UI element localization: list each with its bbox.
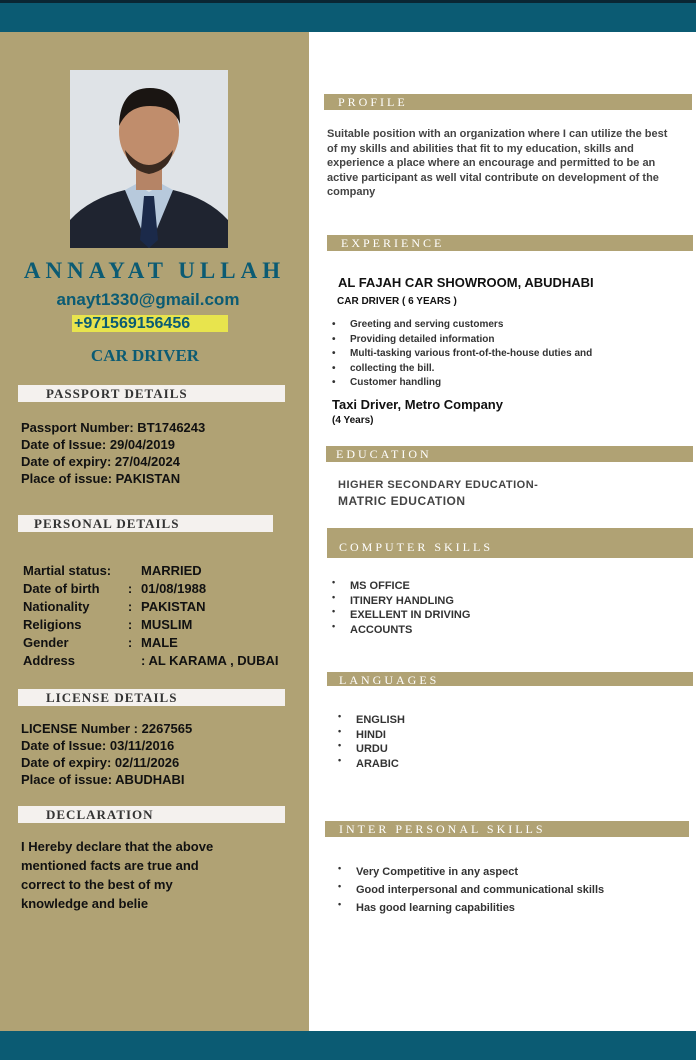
list-item: • ENGLISH: [336, 713, 536, 728]
personal-row: Religions : MUSLIM: [23, 617, 193, 632]
list-item: • HINDI: [336, 728, 536, 743]
passport-number: Passport Number: BT1746243: [21, 420, 206, 435]
list-item: • ARABIC: [336, 757, 536, 772]
list-item: • ITINERY HANDLING: [330, 594, 630, 609]
profile-line: experience a place where an encourage and permitted to be an: [327, 157, 656, 169]
personal-row: Address : AL KARAMA , DUBAI: [23, 653, 279, 668]
passport-issue-date: Date of Issue: 29/04/2019: [21, 437, 175, 452]
license-expiry-date: Date of expiry: 02/11/2026: [21, 755, 180, 770]
declaration-header: DECLARATION: [18, 806, 285, 823]
list-item: • MS OFFICE: [330, 579, 630, 594]
job1-duties: [330, 318, 650, 391]
languages-list: [336, 713, 536, 771]
personal-row: Nationality : PAKISTAN: [23, 599, 206, 614]
profile-line: company: [327, 186, 376, 198]
job1-company: AL FAJAH CAR SHOWROOM, ABUDHABI: [338, 275, 594, 290]
personal-header: PERSONAL DETAILS: [18, 515, 273, 532]
education-header: EDUCATION: [326, 446, 693, 462]
languages-header: LANGUAGES: [327, 672, 693, 686]
list-item: • URDU: [336, 742, 536, 757]
passport-header: PASSPORT DETAILS: [18, 385, 285, 402]
list-item: • Greeting and serving customers: [330, 318, 650, 333]
declaration-line: mentioned facts are true and: [21, 858, 199, 873]
list-item: • Has good learning capabilities: [336, 899, 676, 917]
interpersonal-list: [336, 863, 676, 917]
list-item: • EXELLENT IN DRIVING: [330, 608, 630, 623]
profile-photo: [70, 70, 228, 248]
top-banner: [0, 0, 696, 32]
list-item: • collecting the bill.: [330, 362, 650, 377]
job1-role: CAR DRIVER ( 6 YEARS ): [337, 296, 457, 307]
candidate-phone[interactable]: +971569156456: [72, 315, 228, 332]
license-place: Place of issue: ABUDHABI: [21, 772, 185, 787]
bottom-banner: [0, 1031, 696, 1060]
education-line: MATRIC EDUCATION: [338, 494, 466, 508]
declaration-line: I Hereby declare that the above: [21, 839, 214, 854]
profile-line: of my skills and abilities that fit to my education, skills and: [327, 142, 634, 155]
list-item: • Providing detailed information: [330, 333, 650, 348]
education-line: HIGHER SECONDARY EDUCATION-: [338, 479, 539, 491]
passport-place: Place of issue: PAKISTAN: [21, 471, 181, 486]
list-item: • ACCOUNTS: [330, 623, 630, 638]
experience-header: EXPERIENCE: [327, 235, 693, 251]
candidate-name: ANNAYAT ULLAH: [23, 258, 286, 283]
personal-row: Date of birth : 01/08/1988: [23, 581, 207, 596]
candidate-role: CAR DRIVER: [90, 346, 200, 365]
profile-line: active participant as well vital contribute on development of the: [327, 171, 659, 184]
license-issue-date: Date of Issue: 03/11/2016: [21, 738, 175, 753]
license-number: LICENSE Number : 2267565: [21, 721, 193, 736]
interpersonal-header: INTER PERSONAL SKILLS: [325, 821, 689, 837]
personal-row: Gender : MALE: [23, 635, 178, 650]
top-banner-edge: [0, 0, 696, 3]
computer-skills-list: [330, 579, 630, 637]
profile-header: PROFILE: [324, 94, 692, 110]
declaration-line: knowledge and belie: [21, 896, 149, 911]
list-item: • Customer handling: [330, 376, 650, 391]
list-item: • Very Competitive in any aspect: [336, 863, 676, 881]
profile-line: Suitable position with an organization where I can utilize the best: [327, 128, 668, 140]
license-header: LICENSE DETAILS: [18, 689, 285, 706]
list-item: • Multi-tasking various front-of-the-house duties and: [330, 347, 650, 362]
candidate-email[interactable]: anayt1330@gmail.com: [56, 290, 240, 309]
job2-duration: (4 Years): [332, 415, 374, 426]
declaration-line: correct to the best of my: [21, 877, 173, 892]
list-item: • Good interpersonal and communicational skills: [336, 881, 676, 899]
computer-skills-header: COMPUTER SKILLS: [327, 528, 693, 558]
job2-company: Taxi Driver, Metro Company: [332, 397, 503, 412]
passport-expiry-date: Date of expiry: 27/04/2024: [21, 454, 180, 469]
personal-row: Martial status: MARRIED: [23, 563, 202, 578]
